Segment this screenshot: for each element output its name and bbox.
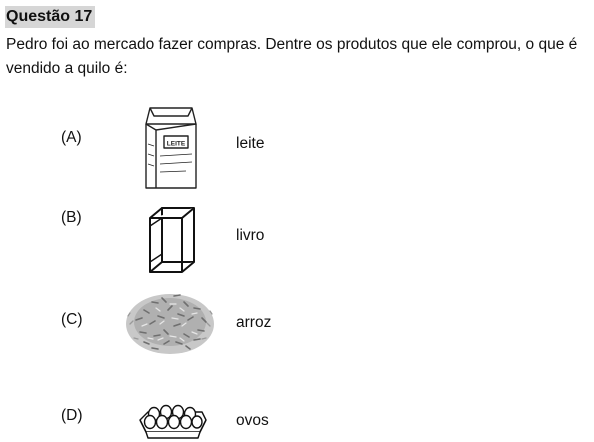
question-text: Pedro foi ao mercado fazer compras. Dentre os produtos que ele comprou, o que é vendido a quilo é: <box>6 36 578 77</box>
egg-tray-icon <box>136 398 210 440</box>
option-b-letter: (B) <box>61 209 82 226</box>
option-c-letter: (C) <box>61 311 83 328</box>
option-d-letter: (D) <box>61 407 83 424</box>
milk-carton-icon <box>136 104 206 192</box>
option-b-word: livro <box>236 227 265 244</box>
carton-label: LEITE <box>166 140 186 148</box>
book-icon <box>144 204 200 276</box>
rice-pile-icon <box>122 280 218 362</box>
question-title: Questão 17 <box>5 6 95 28</box>
option-c-word: arroz <box>236 314 272 331</box>
option-a-word: leite <box>236 135 265 152</box>
option-d-word: ovos <box>236 412 269 429</box>
option-a-letter: (A) <box>61 129 82 146</box>
